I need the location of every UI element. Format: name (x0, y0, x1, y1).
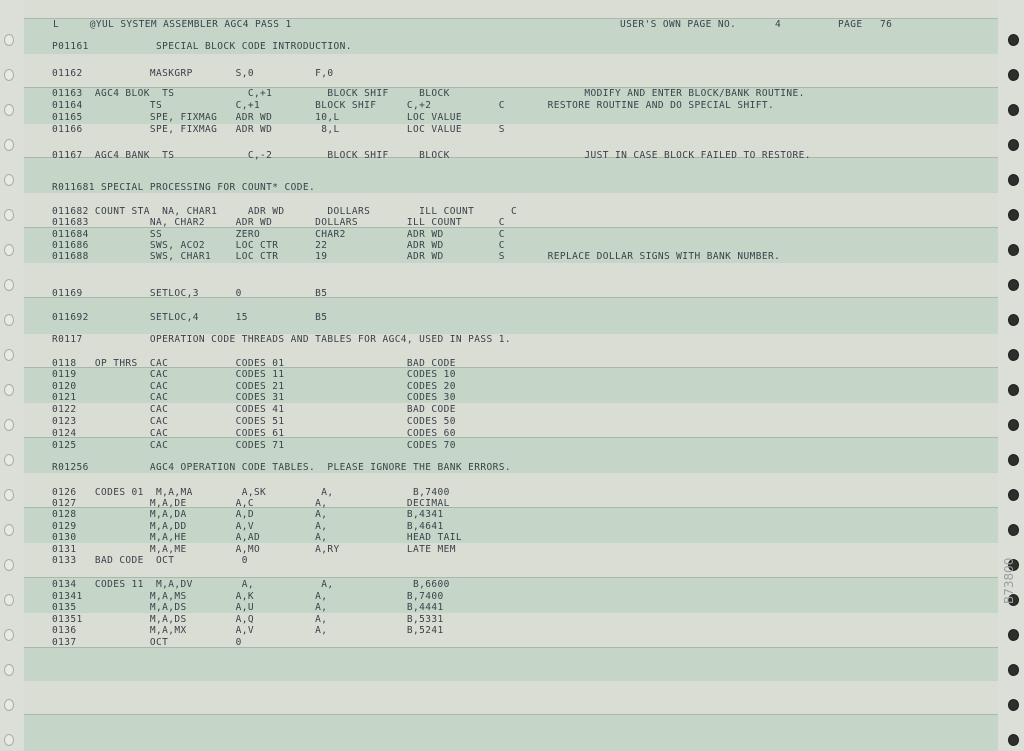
tractor-hole (4, 594, 14, 606)
listing-line: 0133 BAD CODE OCT 0 (52, 555, 248, 566)
tractor-hole (1008, 104, 1019, 116)
tractor-hole (4, 419, 14, 431)
tractor-hole (4, 244, 14, 256)
tractor-hole (1008, 349, 1019, 361)
listing-line: 01163 AGC4 BLOK TS C,+1 BLOCK SHIF BLOCK MODIFY AND ENTER BLOCK/BANK ROUTINE. (52, 88, 805, 99)
listing-line: 0124 CAC CODES 61 CODES 60 (52, 428, 456, 439)
tractor-hole (4, 349, 14, 361)
listing-line: R011681 SPECIAL PROCESSING FOR COUNT* CODE. (52, 182, 316, 193)
tractor-hole (1008, 384, 1019, 396)
listing-line: 0136 M,A,MX A,V A, B,5241 (52, 625, 444, 636)
tractor-hole (1008, 454, 1019, 466)
tractor-hole (4, 699, 14, 711)
listing-line: 01162 MASKGRP S,0 F,0 (52, 68, 334, 79)
tractor-hole (1008, 244, 1019, 256)
header-left: L @YUL SYSTEM ASSEMBLER AGC4 PASS 1 (53, 19, 292, 30)
margin-stamp: B73800 (1002, 557, 1016, 604)
listing-line: 0130 M,A,HE A,AD A, HEAD TAIL (52, 532, 463, 543)
header-user-page-label: USER'S OWN PAGE NO. (620, 19, 737, 30)
tractor-hole (1008, 69, 1019, 81)
listing-line: 0134 CODES 11 M,A,DV A, A, B,6600 (52, 579, 450, 590)
tractor-hole (4, 629, 14, 641)
tractor-hole (4, 664, 14, 676)
tractor-hole (1008, 174, 1019, 186)
tractor-hole (1008, 699, 1019, 711)
listing-line: 01165 SPE, FIXMAG ADR WD 10,L LOC VALUE (52, 112, 463, 123)
listing-line: P01161 SPECIAL BLOCK CODE INTRODUCTION. (52, 41, 352, 52)
listing-line: 0128 M,A,DA A,D A, B,4341 (52, 509, 444, 520)
tractor-hole (4, 34, 14, 46)
tractor-hole (4, 559, 14, 571)
listing-line: 01169 SETLOC,3 0 B5 (52, 288, 328, 299)
tractor-hole (1008, 734, 1019, 746)
tractor-hole (1008, 34, 1019, 46)
listing-line: 0118 OP THRS CAC CODES 01 BAD CODE (52, 358, 456, 369)
tractor-hole (4, 314, 14, 326)
listing-line: 01166 SPE, FIXMAG ADR WD 8,L LOC VALUE S (52, 124, 505, 135)
tractor-hole (4, 489, 14, 501)
listing-line: 0119 CAC CODES 11 CODES 10 (52, 369, 456, 380)
tractor-hole (1008, 524, 1019, 536)
listing-line: 0121 CAC CODES 31 CODES 30 (52, 392, 456, 403)
tractor-hole (1008, 419, 1019, 431)
tractor-hole (4, 139, 14, 151)
tractor-hole (1008, 209, 1019, 221)
listing-line: 011682 COUNT STA NA, CHAR1 ADR WD DOLLARS ILL COUNT C (52, 206, 518, 217)
tractor-hole (4, 279, 14, 291)
tractor-hole (4, 384, 14, 396)
tractor-hole (1008, 139, 1019, 151)
tractor-hole (1008, 629, 1019, 641)
tractor-hole (4, 524, 14, 536)
listing-line: 0122 CAC CODES 41 BAD CODE (52, 404, 456, 415)
tractor-hole (1008, 489, 1019, 501)
listing-line: 0135 M,A,DS A,U A, B,4441 (52, 602, 444, 613)
listing-line: 01167 AGC4 BANK TS C,-2 BLOCK SHIF BLOCK JUST IN CASE BLOCK FAILED TO RESTORE. (52, 150, 811, 161)
listing-line: 0127 M,A,DE A,C A, DECIMAL (52, 498, 450, 509)
listing-line: R01256 AGC4 OPERATION CODE TABLES. PLEASE IGNORE THE BANK ERRORS. (52, 462, 511, 473)
tractor-hole (4, 174, 14, 186)
listing-line: 011684 SS ZERO CHAR2 ADR WD C (52, 229, 505, 240)
listing-line: R0117 OPERATION CODE THREADS AND TABLES FOR AGC4, USED IN PASS 1. (52, 334, 511, 345)
tractor-hole (4, 104, 14, 116)
listing-line: 011686 SWS, ACO2 LOC CTR 22 ADR WD C (52, 240, 505, 251)
tractor-hole (1008, 279, 1019, 291)
tractor-hole (4, 734, 14, 746)
listing-line: 01351 M,A,DS A,Q A, B,5331 (52, 614, 444, 625)
listing-line: 0125 CAC CODES 71 CODES 70 (52, 440, 456, 451)
listing-line: 011688 SWS, CHAR1 LOC CTR 19 ADR WD S REPLACE DOLLAR SIGNS WITH BANK NUMBER. (52, 251, 781, 262)
tractor-hole (4, 454, 14, 466)
listing-line: 011692 SETLOC,4 15 B5 (52, 312, 328, 323)
listing-line: 01164 TS C,+1 BLOCK SHIF C,+2 C RESTORE ROUTINE AND DO SPECIAL SHIFT. (52, 100, 775, 111)
tractor-hole (1008, 314, 1019, 326)
greenbar-band (24, 714, 998, 751)
listing-line: 01341 M,A,MS A,K A, B,7400 (52, 591, 444, 602)
listing-line: 0137 OCT 0 (52, 637, 242, 648)
listing-line: 0126 CODES 01 M,A,MA A,SK A, B,7400 (52, 487, 450, 498)
tractor-hole (4, 69, 14, 81)
listing-line: 0131 M,A,ME A,MO A,RY LATE MEM (52, 544, 456, 555)
header-user-page-number: 4 (775, 19, 782, 30)
listing-line: 0120 CAC CODES 21 CODES 20 (52, 381, 456, 392)
listing-line: 011683 NA, CHAR2 ADR WD DOLLARS ILL COUNT C (52, 217, 505, 228)
header-page-label: PAGE (838, 19, 863, 30)
tractor-hole (1008, 664, 1019, 676)
listing-line: 0123 CAC CODES 51 CODES 50 (52, 416, 456, 427)
tractor-hole (4, 209, 14, 221)
greenbar-band (24, 647, 998, 681)
header-page-number: 76 (880, 19, 893, 30)
listing-line: 0129 M,A,DD A,V A, B,4641 (52, 521, 444, 532)
